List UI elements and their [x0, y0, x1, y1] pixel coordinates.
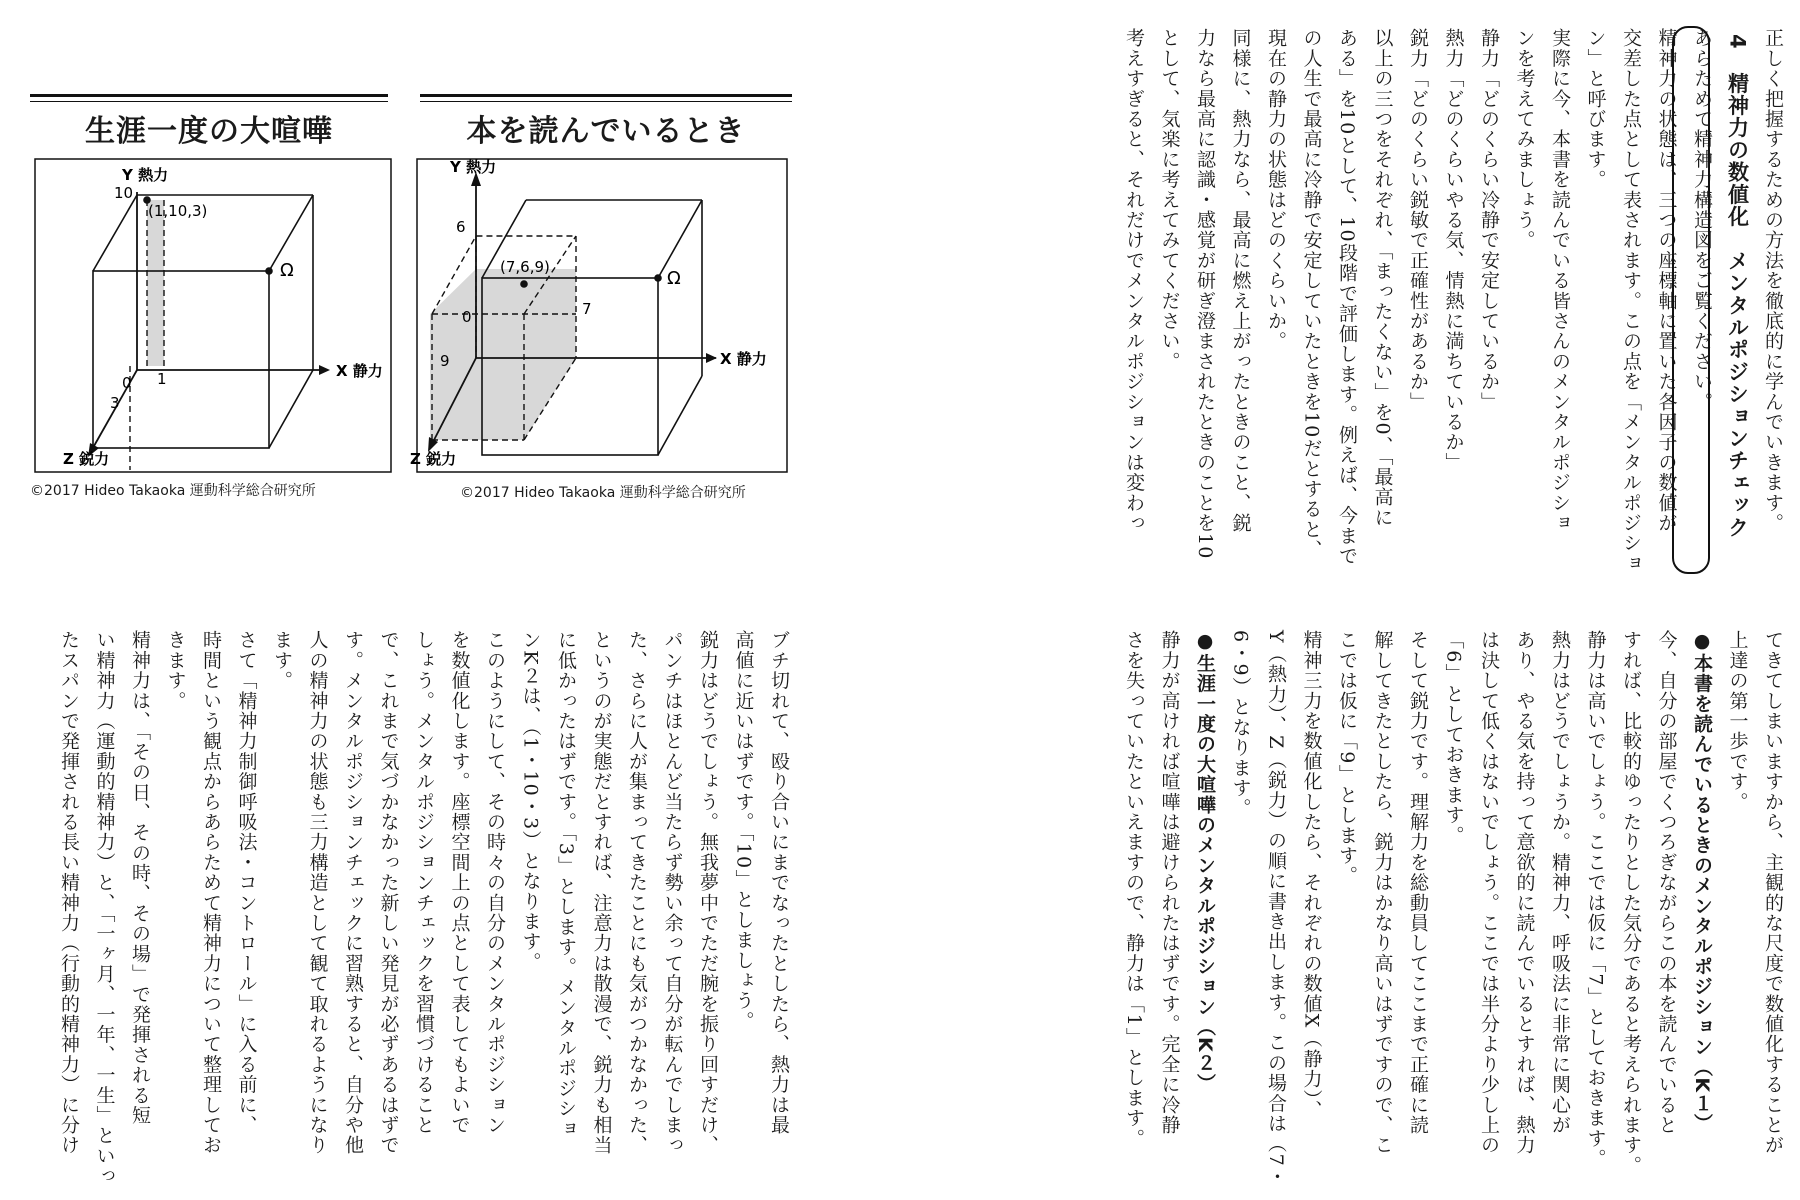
paragraph-line: す。メンタルポジションチェックに習熟すると、自分や他	[342, 630, 364, 1156]
section-heading	[1719, 28, 1755, 588]
figure2-tick-y: 6	[456, 218, 466, 236]
paragraph-line: 精神力は、「その日、その時、その場」で発揮される短	[129, 630, 151, 1126]
figure1-frame	[35, 159, 391, 472]
paragraph-line: を数値化します。座標空間上の点として表してもよいで	[448, 630, 471, 1135]
paragraph-line: 精神三力を数値化したら、それぞれの数値X（静力）、	[1300, 630, 1323, 1121]
paragraph-line: というのが実態だとすれば、注意力は散漫で、鋭力も相当	[590, 630, 613, 1156]
paragraph-line: たスパンで発揮される長い精神力（行動的精神力）に分け	[58, 630, 80, 1156]
figure2-rule	[420, 94, 792, 102]
paragraph-line: あらためて精神力構造図をご覧ください。	[1691, 28, 1713, 412]
paragraph-line: 実際に今、本書を読んでいる皆さんのメンタルポジショ	[1549, 28, 1571, 533]
figure2-tick-x: 7	[582, 300, 592, 318]
figure1-tick-x: 1	[157, 370, 167, 388]
paragraph-line: 精神力の状態は、三つの座標軸に置いた各因子の数値が	[1655, 28, 1678, 533]
continued-line: 正しく把握するための方法を徹底的に学んでいきます。	[1762, 28, 1784, 533]
paragraph-line: 鋭力「どのくらい鋭敏で正確性があるか」	[1407, 28, 1429, 412]
right-bottom-text	[1010, 630, 1790, 1190]
paragraph-line: Y（熱力）、Z（鋭力）の順に書き出します。この場合は（7・	[1265, 630, 1287, 1188]
paragraph-line: 考えすぎると、それだけでメンタルポジションは変わっ	[1123, 28, 1145, 533]
figure1-origin: 0	[122, 374, 132, 392]
figure1-front-face	[93, 271, 269, 448]
figure1-y-label: Y 熱力	[122, 166, 169, 184]
paragraph-line: ン」と呼びます。	[1584, 28, 1607, 190]
figure1-tick-z: 3	[110, 394, 120, 412]
paragraph-line: い精神力（運動的精神力）と、「一ヶ月、一年、一生」といっ	[93, 630, 116, 1187]
subheading-k1: ●本書を読んでいるときのメンタルポジション（K１）	[1691, 630, 1713, 1134]
paragraph-line: 6・9）となります。	[1229, 630, 1252, 819]
figure2-copyright: ©2017 Hideo Takaoka 運動科学総合研究所	[460, 485, 746, 501]
paragraph-line: しょう。メンタルポジションチェックを習慣づけること	[413, 630, 435, 1135]
figure2-origin: 0	[462, 308, 472, 326]
figure1-z-label: Z 鋭力	[63, 450, 110, 468]
paragraph-line: ます。	[271, 630, 293, 691]
section-title: 精神力の数値化 メンタルポジションチェック	[1725, 72, 1750, 539]
paragraph-line: すれば、比較的ゆったりとした気分であると考えられます。	[1620, 630, 1642, 1176]
paragraph-line: あり、やる気を持って意欲的に読んでいるとすれば、熱力	[1513, 630, 1536, 1156]
paragraph-line: た、さらに人が集まってきたことにも気がつかなかった、	[626, 630, 648, 1156]
paragraph-line: 上達の第一歩です。	[1726, 630, 1749, 812]
paragraph-line: このようにして、その時々の自分のメンタルポジション	[484, 630, 506, 1135]
paragraph-line: 静力が高ければ喧嘩は避けられたはずです。完全に冷静	[1158, 630, 1181, 1135]
paragraph-line: 熱力はどうでしょうか。精神力、呼吸法に非常に関心が	[1549, 630, 1571, 1135]
figure2-point-label: (7,6,9)	[500, 258, 550, 276]
paragraph-line: 静力「どのくらい冷静で安定しているか」	[1478, 28, 1500, 412]
paragraph-line: さを失っていたといえますので、静力は「1」とします。	[1123, 630, 1145, 1149]
left-bottom-text	[26, 630, 796, 1190]
paragraph-line: ンK２は、（1・10・3）となります。	[519, 630, 542, 972]
figure2-z-label: Z 鋭力	[410, 450, 457, 468]
paragraph-line: 高値に近いはずです。「10」としましょう。	[732, 630, 755, 1031]
paragraph-line: 静力は高いでしょう。ここでは仮に「7」としておきます。	[1584, 630, 1607, 1169]
figure2-point	[520, 280, 528, 288]
paragraph-line: パンチはほとんど当たらず勢い余って自分が転んでしまっ	[661, 630, 684, 1156]
figure1-x-label: X 静力	[336, 362, 383, 380]
figure2-x-label: X 静力	[720, 350, 767, 368]
paragraph-line: 熱力「どのくらいやる気、情熱に満ちているか」	[1442, 28, 1465, 473]
paragraph-line: ある」を10として、10段階で評価します。例えば、今まで	[1336, 28, 1358, 566]
paragraph-line: は決して低くはないでしょう。ここでは半分より少し上の	[1478, 630, 1500, 1156]
figure1-tick-y: 10	[114, 184, 134, 202]
paragraph-line: 今、自分の部屋でくつろぎながらこの本を読んでいると	[1655, 630, 1678, 1135]
paragraph-line: 現在の静力の状態はどのくらいか。	[1265, 28, 1287, 352]
paragraph-line: 「6」としておきます。	[1442, 630, 1465, 846]
paragraph-line: 交差した点として表されます。この点を「メンタルポジショ	[1620, 28, 1642, 574]
paragraph-line: ブチ切れて、殴り合いにまでなったとしたら、熱力は最	[768, 630, 790, 1135]
figure1-omega-point	[265, 267, 273, 275]
paragraph-line: こでは仮に「9」とします。	[1336, 630, 1358, 886]
paragraph-line: ンを考えてみましょう。	[1513, 28, 1536, 251]
paragraph-line: で、これまで気づかなかった新しい発見が必ずあるはずで	[377, 630, 400, 1156]
section-heading-frame	[1672, 26, 1710, 574]
section-number: 4	[1725, 34, 1750, 50]
paragraph-line: そして鋭力です。理解力を総動員してここまで正確に読	[1407, 630, 1429, 1135]
paragraph-line: 以上の三つをそれぞれ、「まったくない」を0、「最高に	[1371, 28, 1394, 528]
figure2-shaded-box	[430, 269, 576, 440]
paragraph-line: さて「精神力制御呼吸法・コントロール」に入る前に、	[235, 630, 258, 1135]
figure2-tick-z: 9	[440, 352, 450, 370]
figure2-title: 本を読んでいるとき	[466, 114, 746, 149]
paragraph-line: 時間という観点からあらためて精神力について整理してお	[200, 630, 222, 1156]
figure1-shaded-plane	[147, 200, 164, 366]
paragraph-line: きます。	[164, 630, 187, 711]
paragraph-line: 力なら最高に認識・感覚が研ぎ澄まされたときのことを10	[1194, 28, 1216, 560]
figure1-title: 生涯一度の大喧嘩	[85, 114, 333, 149]
paragraph-line: 鋭力はどうでしょう。無我夢中でただ腕を振り回すだけ、	[697, 630, 719, 1156]
paragraph-line: 同様に、熱力なら、最高に燃え上がったときのこと、鋭	[1229, 28, 1252, 533]
paragraph-line: てきてしまいますから、主観的な尺度で数値化することが	[1762, 630, 1784, 1156]
figure2-omega: Ω	[667, 268, 681, 289]
paragraph-line: 人の精神力の状態も三力構造として観て取れるようになり	[306, 630, 329, 1156]
figure2-omega-point	[654, 274, 662, 282]
paragraph-line: 解してきたとしたら、鋭力はかなり高いはずですので、こ	[1371, 630, 1394, 1156]
figure1-rule	[30, 94, 388, 102]
figure1-omega: Ω	[280, 260, 294, 281]
paragraph-line: に低かったはずです。「3」とします。メンタルポジショ	[555, 630, 577, 1139]
figure2-y-label: Y 熱力	[450, 158, 497, 176]
paragraph-line: として、気楽に考えてみてください。	[1158, 28, 1181, 372]
figure1-point-label: (1,10,3)	[148, 202, 208, 220]
subheading-k2: ●生涯一度の大喧嘩のメンタルポジション（K２）	[1194, 630, 1216, 1094]
figure1-copyright: ©2017 Hideo Takaoka 運動科学総合研究所	[30, 483, 316, 499]
figure1-cube-diagram	[34, 158, 394, 476]
figure2-cube-diagram	[410, 158, 792, 476]
paragraph-line: の人生で最高に冷静で安定していたときを10だとすると、	[1300, 28, 1323, 560]
